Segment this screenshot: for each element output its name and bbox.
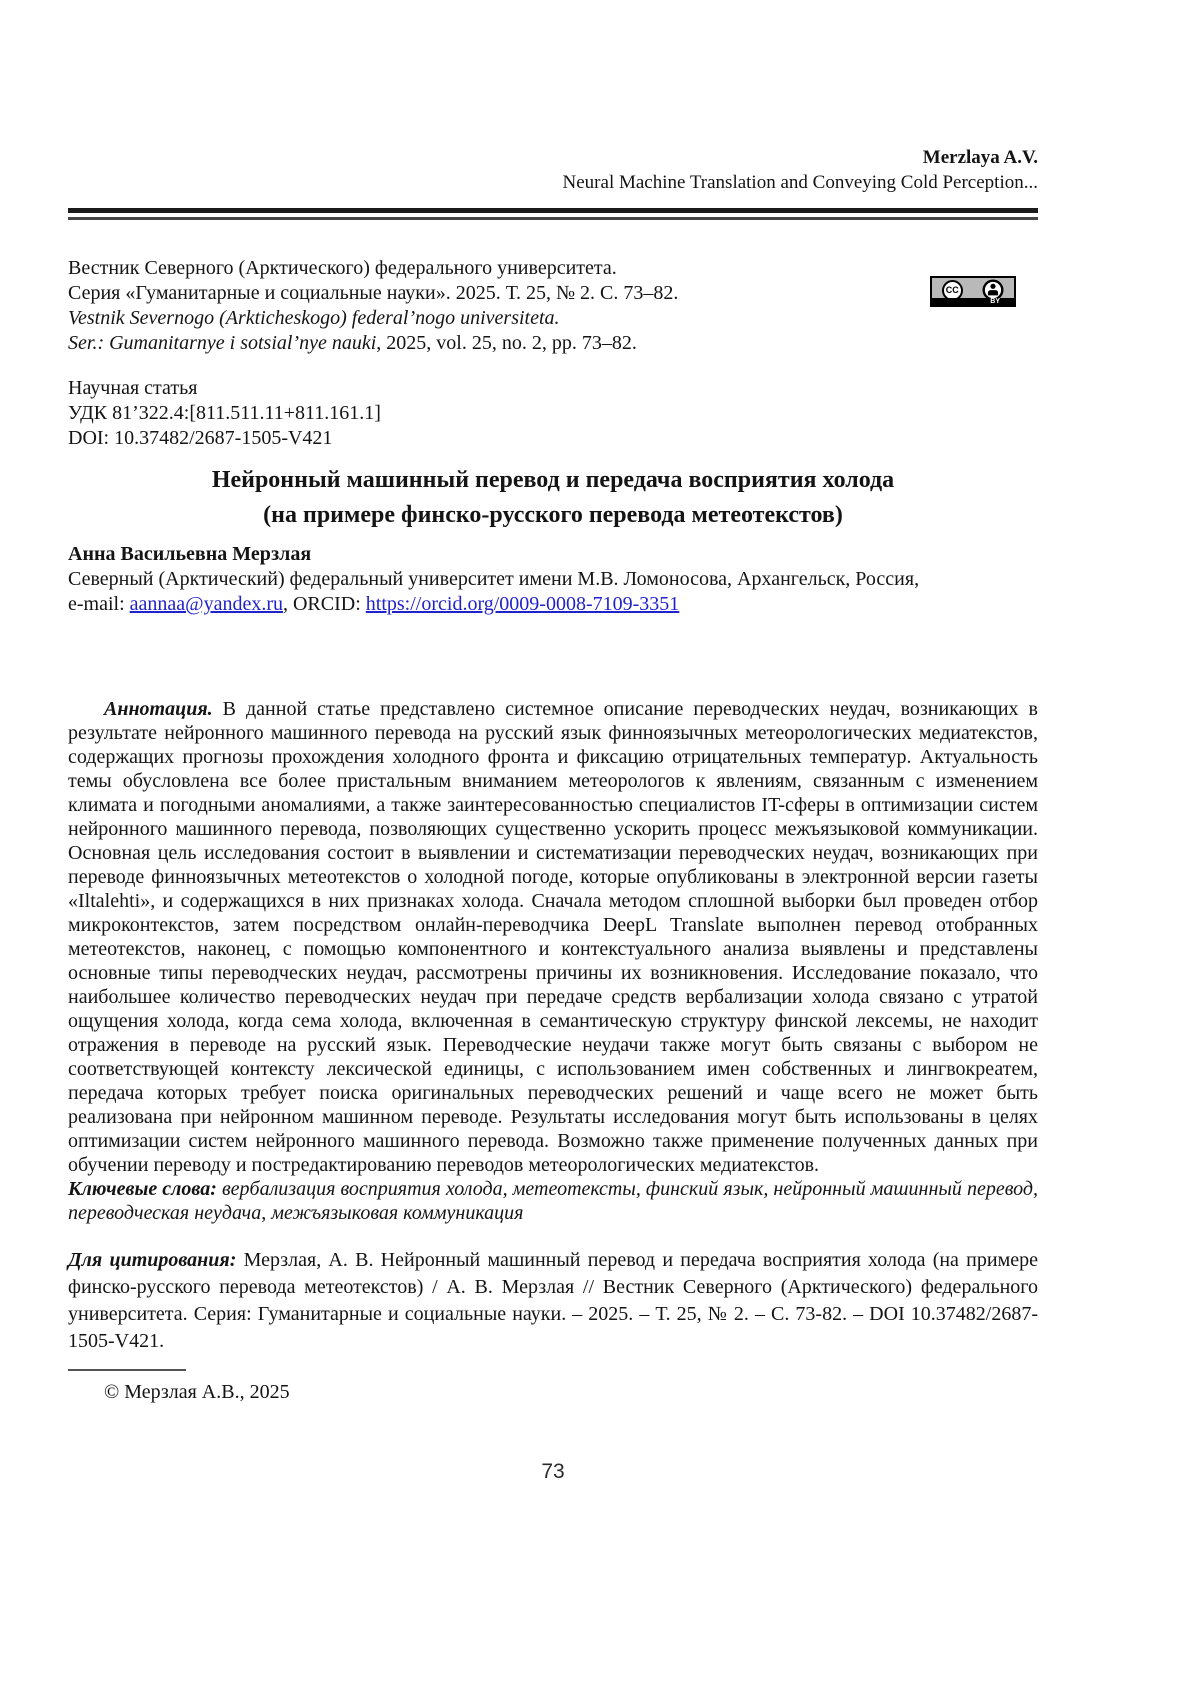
header-rule-thin bbox=[68, 217, 1038, 220]
running-header bbox=[68, 145, 1038, 195]
keywords-label: Ключевые слова: bbox=[68, 1178, 217, 1200]
article-title bbox=[68, 463, 1038, 533]
running-header-author: Merzlaya A.V. bbox=[922, 147, 1038, 168]
journal-line-en-1: Vestnik Severnogo (Arkticheskogo) federal’nogo universiteta. bbox=[68, 307, 560, 329]
journal-line-ru-1: Вестник Северного (Арктического) федерального университета. bbox=[68, 257, 617, 279]
cc-badge-strip bbox=[932, 298, 1014, 305]
cc-by-license-badge bbox=[930, 276, 1016, 307]
journal-line-en-2-series: Ser.: Gumanitarnye i sotsial’nye nauki bbox=[68, 332, 377, 354]
running-header-title: Neural Machine Translation and Conveying Cold Perception... bbox=[562, 172, 1038, 193]
journal-line-ru-2: Серия «Гуманитарные и социальные науки». 2025. Т. 25, № 2. С. 73–82. bbox=[68, 282, 679, 304]
article-title-line-2: (на примере финско-русского перевода метеотекстов) bbox=[263, 502, 843, 528]
page-number: 73 bbox=[541, 1460, 565, 1483]
author-block bbox=[68, 542, 1038, 617]
article-meta-block bbox=[68, 376, 1038, 451]
keywords-paragraph bbox=[68, 1177, 1038, 1225]
citation-text: Мерзлая, А. В. Нейронный машинный перевод и передача восприятия холода (на примере финско-русского перевода метеотекстов) / А. В. Мерзлая // Вестник Северного (Арктического) федерального университета. Серия: Гуманитарные и социальные науки. – 2025. – Т. 25, № 2. – С. 73-82. – DOI 10.37482/2687-1505-V421. bbox=[68, 1249, 1038, 1352]
journal-info-block bbox=[68, 256, 1038, 356]
journal-line-en-2 bbox=[68, 331, 1038, 356]
cc-icon: CC bbox=[942, 280, 963, 301]
header-rule-thick bbox=[68, 208, 1038, 213]
citation-label: Для цитирования: bbox=[68, 1249, 237, 1271]
text-column bbox=[68, 0, 1038, 1405]
footnote-rule bbox=[68, 1369, 186, 1371]
citation-paragraph bbox=[68, 1247, 1038, 1355]
article-title-line-1: Нейронный машинный перевод и передача восприятия холода bbox=[211, 467, 895, 493]
copyright-line: © Мерзлая А.В., 2025 bbox=[104, 1381, 290, 1403]
keywords-text: вербализация восприятия холода, метеотексты, финский язык, нейронный машинный перевод, переводческая неудача, межъязыковая коммуникация bbox=[68, 1178, 1039, 1224]
email-label: e-mail: bbox=[68, 593, 130, 615]
author-contacts bbox=[68, 592, 1038, 617]
abstract-text: В данной статье представлено системное описание переводческих неудач, возникающих в результате нейронного машинного перевода на русский язык финноязычных метеорологических медиатекстов, содержащих прогнозы прохождения холодного фронта и фиксацию отрицательных температур. Актуальность темы обусловлена все более пристальным вниманием метеорологов к явлениям, связанным с изменением климата и погодными аномалиями, а также заинтересованностью специалистов IT-сферы в оптимизации систем нейронного машинного перевода, позволяющих существенно ускорить процесс межъязыковой коммуникации. Основная цель исследования состоит в выявлении и систематизации переводческих неудач, возникающих при переводе финноязычных метеотекстов о холодной погоде, которые опубликованы в электронной версии газеты «Iltalehti», и содержащихся в них признаках холода. Сначала методом сплошной выборки был проведен отбор микроконтекстов, затем посредством онлайн-переводчика DeepL Translate выполнен перевод отобранных метеотекстов, наконец, с помощью компонентного и контекстуального анализа выявлены и представлены основные типы переводческих неудач, рассмотрены причины их возникновения. Исследование показало, что наибольшее количество переводческих неудач при передаче средств вербализации холода связано с утратой ощущения холода, когда сема холода, включенная в семантическую структуру финской лексемы, не находит отражения в переводе на русский язык. Переводческие неудачи также могут быть связаны с выбором не соответствующей контексту лексической единицы, с использованием имен собственных и лингвокреатем, передача которых требует поиска оригинальных переводческих решений и чаще всего не может быть реализована при нейронном машинном переводе. Результаты исследования могут быть использованы в целях оптимизации систем нейронного машинного перевода. Возможно также применение полученных данных при обучении переводу и постредактированию переводов метеорологических медиатекстов. bbox=[68, 698, 1038, 1176]
abstract-section bbox=[68, 697, 1038, 1225]
article-doi: DOI: 10.37482/2687-1505-V421 bbox=[68, 427, 333, 449]
abstract-paragraph bbox=[68, 697, 1038, 1177]
journal-line-en-2-issue: , 2025, vol. 25, no. 2, pp. 73–82. bbox=[376, 332, 637, 354]
abstract-label: Аннотация. bbox=[104, 698, 213, 720]
author-name: Анна Васильевна Мерзлая bbox=[68, 543, 312, 565]
article-udk: УДК 81’322.4:[811.511.11+811.161.1] bbox=[68, 402, 381, 424]
email-link[interactable]: aannaa@yandex.ru bbox=[129, 593, 283, 615]
orcid-link[interactable]: https://orcid.org/0009-0008-7109-3351 bbox=[365, 593, 680, 615]
author-affiliation: Северный (Арктический) федеральный университет имени М.В. Ломоносова, Архангельск, Россия, bbox=[68, 568, 920, 590]
article-type: Научная статья bbox=[68, 377, 198, 399]
orcid-label: , ORCID: bbox=[282, 593, 366, 615]
cc-by-label: BY bbox=[990, 298, 1000, 305]
